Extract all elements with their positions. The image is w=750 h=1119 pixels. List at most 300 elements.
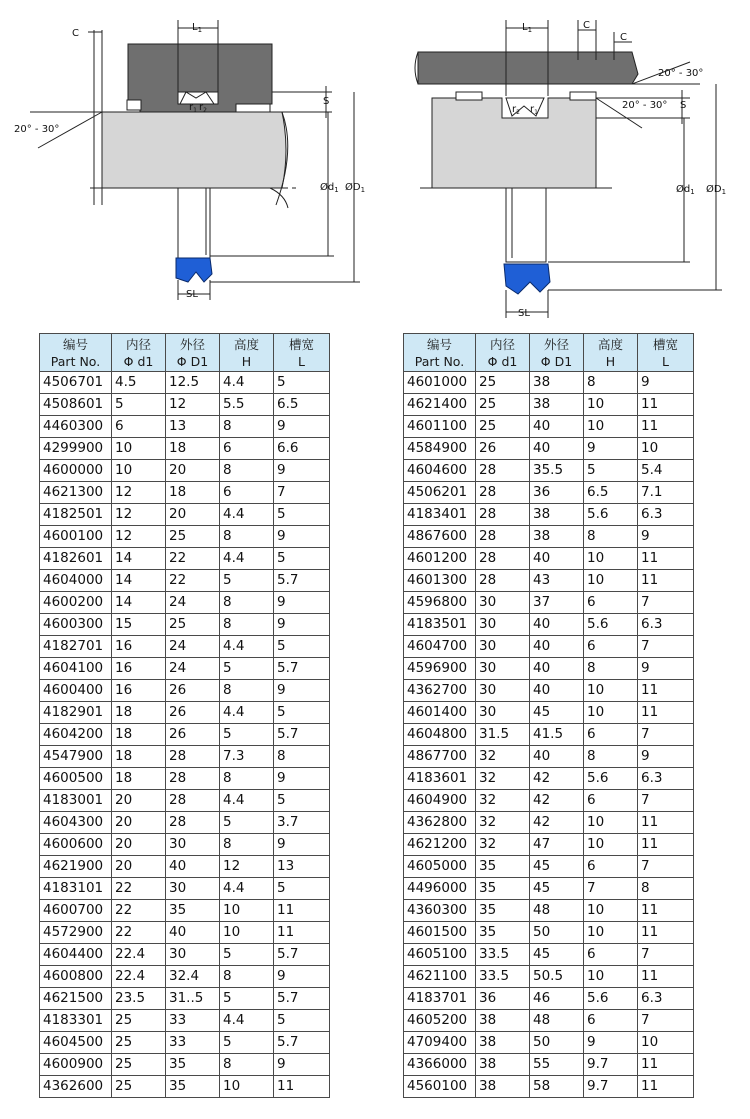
- cell-inner-diameter: 32: [476, 790, 530, 812]
- cell-inner-diameter: 35: [476, 878, 530, 900]
- header-part-no: 编号 Part No.: [40, 334, 112, 372]
- cell-outer-diameter: 47: [530, 834, 584, 856]
- cell-height: 6: [584, 790, 638, 812]
- cell-inner-diameter: 28: [476, 548, 530, 570]
- cell-height: 6: [584, 636, 638, 658]
- table-row: [40, 416, 330, 438]
- cell-height: 8: [220, 834, 274, 856]
- cell-height: 4.4: [220, 504, 274, 526]
- cell-groove-width: 6.3: [638, 768, 694, 790]
- cell-height: 8: [220, 592, 274, 614]
- cell-groove-width: 5.7: [274, 944, 330, 966]
- cell-part-no: 4600100: [40, 526, 112, 548]
- cell-inner-diameter: 30: [476, 680, 530, 702]
- cell-height: 8: [220, 680, 274, 702]
- left-seal-stem: [178, 188, 210, 260]
- cell-height: 4.4: [220, 548, 274, 570]
- cell-outer-diameter: 12: [166, 394, 220, 416]
- cell-inner-diameter: 16: [112, 658, 166, 680]
- cell-inner-diameter: 30: [476, 702, 530, 724]
- cell-inner-diameter: 18: [112, 746, 166, 768]
- cell-groove-width: 5: [274, 504, 330, 526]
- right-D1-label: $ØD_1$: [706, 184, 727, 196]
- cell-inner-diameter: 35: [476, 922, 530, 944]
- right-guide-block-2: [570, 92, 596, 100]
- cell-inner-diameter: 22: [112, 900, 166, 922]
- cell-groove-width: 5: [274, 702, 330, 724]
- cell-outer-diameter: 22: [166, 570, 220, 592]
- left-r2-label: $r_2$: [199, 102, 207, 114]
- table-row: [404, 790, 694, 812]
- cell-groove-width: 11: [638, 570, 694, 592]
- table-row: [40, 680, 330, 702]
- cell-outer-diameter: 26: [166, 702, 220, 724]
- cell-part-no: 4183501: [404, 614, 476, 636]
- cell-groove-width: 5.7: [274, 1032, 330, 1054]
- cell-part-no: 4183101: [40, 878, 112, 900]
- cell-inner-diameter: 22: [112, 922, 166, 944]
- cell-height: 5: [220, 1032, 274, 1054]
- cell-part-no: 4601500: [404, 922, 476, 944]
- cell-part-no: 4621200: [404, 834, 476, 856]
- cell-groove-width: 11: [638, 922, 694, 944]
- cell-inner-diameter: 25: [112, 1054, 166, 1076]
- cell-inner-diameter: 12: [112, 482, 166, 504]
- table-row: [404, 944, 694, 966]
- cell-part-no: 4596900: [404, 658, 476, 680]
- cell-part-no: 4572900: [40, 922, 112, 944]
- right-sl-label: SL: [518, 308, 530, 319]
- table-row: [40, 504, 330, 526]
- header-inner-diameter: 内径 Φ d1: [112, 334, 166, 372]
- cell-groove-width: 11: [638, 812, 694, 834]
- header-outer-diameter: 外径 Φ D1: [166, 334, 220, 372]
- cell-outer-diameter: 35: [166, 1076, 220, 1098]
- table-row: [404, 812, 694, 834]
- cell-part-no: 4867600: [404, 526, 476, 548]
- cell-outer-diameter: 40: [530, 746, 584, 768]
- cell-groove-width: 7: [638, 944, 694, 966]
- cell-outer-diameter: 38: [530, 394, 584, 416]
- table-row: [40, 592, 330, 614]
- cell-outer-diameter: 38: [530, 372, 584, 394]
- cell-part-no: 4584900: [404, 438, 476, 460]
- cell-groove-width: 11: [638, 900, 694, 922]
- cell-part-no: 4621100: [404, 966, 476, 988]
- cell-inner-diameter: 28: [476, 504, 530, 526]
- cell-part-no: 4604000: [40, 570, 112, 592]
- cell-outer-diameter: 40: [166, 922, 220, 944]
- cell-groove-width: 7: [638, 790, 694, 812]
- table-row: [40, 988, 330, 1010]
- cell-height: 5.6: [584, 614, 638, 636]
- cell-part-no: 4604200: [40, 724, 112, 746]
- cell-inner-diameter: 20: [112, 856, 166, 878]
- cell-outer-diameter: 42: [530, 790, 584, 812]
- table-row: [40, 724, 330, 746]
- cell-part-no: 4604900: [404, 790, 476, 812]
- right-d1-label: $Ød_1$: [676, 184, 695, 196]
- cell-outer-diameter: 40: [166, 856, 220, 878]
- cell-part-no: 4601400: [404, 702, 476, 724]
- table-row: [40, 812, 330, 834]
- cell-part-no: 4601300: [404, 570, 476, 592]
- cell-groove-width: 7: [638, 724, 694, 746]
- table-row: [404, 768, 694, 790]
- cell-groove-width: 9: [638, 372, 694, 394]
- cell-part-no: 4600900: [40, 1054, 112, 1076]
- seal-diagrams: [0, 0, 750, 325]
- table-row: [40, 636, 330, 658]
- right-blue-seal: [504, 264, 550, 294]
- cell-part-no: 4366000: [404, 1054, 476, 1076]
- cell-inner-diameter: 20: [112, 812, 166, 834]
- cell-outer-diameter: 13: [166, 416, 220, 438]
- cell-part-no: 4605200: [404, 1010, 476, 1032]
- cell-outer-diameter: 22: [166, 548, 220, 570]
- cell-outer-diameter: 35: [166, 1054, 220, 1076]
- cell-groove-width: 5: [274, 878, 330, 900]
- cell-groove-width: 3.7: [274, 812, 330, 834]
- cell-height: 6: [584, 1010, 638, 1032]
- cell-height: 8: [584, 658, 638, 680]
- cell-height: 4.4: [220, 702, 274, 724]
- cell-outer-diameter: 33: [166, 1032, 220, 1054]
- cell-height: 5.6: [584, 768, 638, 790]
- cell-part-no: 4600300: [40, 614, 112, 636]
- cell-height: 10: [584, 966, 638, 988]
- cell-part-no: 4600400: [40, 680, 112, 702]
- cell-groove-width: 7: [638, 592, 694, 614]
- cell-groove-width: 5: [274, 636, 330, 658]
- cell-inner-diameter: 28: [476, 482, 530, 504]
- table-row: [404, 900, 694, 922]
- right-s-label: S: [680, 100, 687, 111]
- cell-groove-width: 5: [274, 548, 330, 570]
- cell-height: 6: [584, 944, 638, 966]
- cell-inner-diameter: 38: [476, 1076, 530, 1098]
- cell-groove-width: 9: [638, 658, 694, 680]
- cell-height: 8: [584, 526, 638, 548]
- cell-inner-diameter: 18: [112, 702, 166, 724]
- cell-inner-diameter: 25: [112, 1076, 166, 1098]
- table-row: [404, 394, 694, 416]
- table-row: [404, 746, 694, 768]
- table-row: [404, 592, 694, 614]
- cell-groove-width: 11: [638, 548, 694, 570]
- cell-groove-width: 6.3: [638, 988, 694, 1010]
- left-break-line-2: [270, 188, 288, 208]
- cell-outer-diameter: 32.4: [166, 966, 220, 988]
- cell-part-no: 4506701: [40, 372, 112, 394]
- cell-part-no: 4621400: [404, 394, 476, 416]
- cell-inner-diameter: 4.5: [112, 372, 166, 394]
- cell-inner-diameter: 26: [476, 438, 530, 460]
- cell-height: 4.4: [220, 636, 274, 658]
- cell-inner-diameter: 23.5: [112, 988, 166, 1010]
- table-row: [404, 482, 694, 504]
- cell-inner-diameter: 15: [112, 614, 166, 636]
- cell-part-no: 4600200: [40, 592, 112, 614]
- cell-inner-diameter: 28: [476, 570, 530, 592]
- cell-outer-diameter: 30: [166, 834, 220, 856]
- cell-groove-width: 9: [274, 614, 330, 636]
- table-row: [404, 966, 694, 988]
- table-row: [404, 614, 694, 636]
- header-inner-diameter: 内径 Φ d1: [476, 334, 530, 372]
- cell-outer-diameter: 50.5: [530, 966, 584, 988]
- cell-part-no: 4604100: [40, 658, 112, 680]
- cell-part-no: 4547900: [40, 746, 112, 768]
- table-row: [40, 944, 330, 966]
- cell-inner-diameter: 6: [112, 416, 166, 438]
- cell-outer-diameter: 33: [166, 1010, 220, 1032]
- header-groove-width: 槽宽 L: [638, 334, 694, 372]
- cell-inner-diameter: 28: [476, 526, 530, 548]
- cell-part-no: 4621900: [40, 856, 112, 878]
- cell-groove-width: 9: [274, 592, 330, 614]
- table-row: [404, 834, 694, 856]
- left-c-label: C: [72, 28, 79, 39]
- cell-groove-width: 11: [638, 1076, 694, 1098]
- cell-groove-width: 9: [274, 834, 330, 856]
- table-row: [404, 878, 694, 900]
- table-row: [404, 1032, 694, 1054]
- cell-inner-diameter: 32: [476, 768, 530, 790]
- cell-groove-width: 11: [638, 394, 694, 416]
- cell-inner-diameter: 25: [476, 372, 530, 394]
- cell-groove-width: 9: [638, 526, 694, 548]
- cell-part-no: 4867700: [404, 746, 476, 768]
- cell-groove-width: 7: [638, 636, 694, 658]
- cell-groove-width: 9: [274, 460, 330, 482]
- header-height: 高度 H: [584, 334, 638, 372]
- cell-part-no: 4604500: [40, 1032, 112, 1054]
- table-row: [404, 570, 694, 592]
- table-row: [40, 768, 330, 790]
- cell-part-no: 4600000: [40, 460, 112, 482]
- table-row: [404, 658, 694, 680]
- right-c1-label: C: [583, 20, 590, 31]
- cell-inner-diameter: 25: [476, 416, 530, 438]
- cell-height: 8: [584, 372, 638, 394]
- cell-height: 6: [220, 482, 274, 504]
- cell-groove-width: 7: [638, 1010, 694, 1032]
- table-row: [404, 1054, 694, 1076]
- cell-outer-diameter: 42: [530, 768, 584, 790]
- cell-inner-diameter: 20: [112, 790, 166, 812]
- cell-part-no: 4604300: [40, 812, 112, 834]
- cell-groove-width: 11: [638, 834, 694, 856]
- cell-outer-diameter: 45: [530, 944, 584, 966]
- cell-groove-width: 5.7: [274, 658, 330, 680]
- left-seal-diagram: [14, 20, 365, 300]
- table-row: [40, 570, 330, 592]
- table-row: [40, 482, 330, 504]
- table-header-row: [40, 334, 330, 372]
- cell-outer-diameter: 28: [166, 812, 220, 834]
- cell-inner-diameter: 12: [112, 504, 166, 526]
- cell-height: 5: [220, 944, 274, 966]
- cell-groove-width: 8: [274, 746, 330, 768]
- seal-diagram-svg: [0, 0, 750, 325]
- cell-inner-diameter: 33.5: [476, 966, 530, 988]
- table-row: [40, 1076, 330, 1098]
- table-row: [40, 746, 330, 768]
- table-row: [404, 724, 694, 746]
- cell-outer-diameter: 28: [166, 790, 220, 812]
- cell-part-no: 4506201: [404, 482, 476, 504]
- cell-part-no: 4605100: [404, 944, 476, 966]
- cell-outer-diameter: 18: [166, 438, 220, 460]
- right-l1-label: $L_1$: [522, 22, 533, 34]
- cell-inner-diameter: 22.4: [112, 966, 166, 988]
- cell-height: 8: [220, 416, 274, 438]
- cell-inner-diameter: 32: [476, 746, 530, 768]
- left-rod: [102, 112, 286, 188]
- cell-height: 8: [220, 966, 274, 988]
- cell-height: 12: [220, 856, 274, 878]
- cell-inner-diameter: 14: [112, 592, 166, 614]
- header-outer-diameter: 外径 Φ D1: [530, 334, 584, 372]
- cell-outer-diameter: 48: [530, 1010, 584, 1032]
- table-row: [404, 372, 694, 394]
- cell-outer-diameter: 46: [530, 988, 584, 1010]
- cell-part-no: 4183001: [40, 790, 112, 812]
- cell-part-no: 4183701: [404, 988, 476, 1010]
- cell-outer-diameter: 25: [166, 526, 220, 548]
- cell-height: 10: [584, 548, 638, 570]
- cell-part-no: 4182701: [40, 636, 112, 658]
- cell-groove-width: 5.4: [638, 460, 694, 482]
- cell-outer-diameter: 24: [166, 592, 220, 614]
- right-guide-block-1: [456, 92, 482, 100]
- table-row: [40, 526, 330, 548]
- table-row: [404, 636, 694, 658]
- table-row: [40, 460, 330, 482]
- cell-height: 10: [584, 570, 638, 592]
- header-groove-width: 槽宽 L: [274, 334, 330, 372]
- cell-inner-diameter: 30: [476, 592, 530, 614]
- table-row: [40, 900, 330, 922]
- cell-groove-width: 11: [638, 680, 694, 702]
- cell-groove-width: 11: [274, 1076, 330, 1098]
- cell-outer-diameter: 26: [166, 724, 220, 746]
- right-housing: [418, 52, 638, 84]
- cell-height: 10: [584, 702, 638, 724]
- table-row: [40, 834, 330, 856]
- cell-groove-width: 10: [638, 1032, 694, 1054]
- cell-inner-diameter: 25: [476, 394, 530, 416]
- cell-outer-diameter: 30: [166, 878, 220, 900]
- cell-part-no: 4604400: [40, 944, 112, 966]
- table-row: [40, 922, 330, 944]
- cell-part-no: 4560100: [404, 1076, 476, 1098]
- cell-part-no: 4183301: [40, 1010, 112, 1032]
- cell-inner-diameter: 14: [112, 570, 166, 592]
- cell-part-no: 4362700: [404, 680, 476, 702]
- cell-height: 5: [220, 658, 274, 680]
- parts-table-left: [39, 333, 330, 1098]
- cell-outer-diameter: 40: [530, 416, 584, 438]
- cell-inner-diameter: 16: [112, 680, 166, 702]
- cell-part-no: 4183401: [404, 504, 476, 526]
- cell-groove-width: 11: [638, 416, 694, 438]
- cell-height: 10: [584, 680, 638, 702]
- cell-inner-diameter: 22.4: [112, 944, 166, 966]
- cell-groove-width: 7: [274, 482, 330, 504]
- cell-outer-diameter: 25: [166, 614, 220, 636]
- cell-outer-diameter: 20: [166, 504, 220, 526]
- table-row: [404, 438, 694, 460]
- table-row: [40, 878, 330, 900]
- table-row: [40, 372, 330, 394]
- cell-height: 8: [220, 768, 274, 790]
- left-guide-block: [127, 100, 141, 110]
- cell-height: 10: [220, 900, 274, 922]
- cell-outer-diameter: 40: [530, 658, 584, 680]
- cell-inner-diameter: 33.5: [476, 944, 530, 966]
- table-row: [404, 504, 694, 526]
- cell-part-no: 4596800: [404, 592, 476, 614]
- cell-height: 4.4: [220, 878, 274, 900]
- table-row: [40, 966, 330, 988]
- cell-inner-diameter: 20: [112, 834, 166, 856]
- table-row: [404, 922, 694, 944]
- cell-height: 6: [220, 438, 274, 460]
- cell-part-no: 4604800: [404, 724, 476, 746]
- table-row: [40, 702, 330, 724]
- header-part-no: 编号 Part No.: [404, 334, 476, 372]
- table-row: [404, 1076, 694, 1098]
- cell-outer-diameter: 48: [530, 900, 584, 922]
- cell-groove-width: 9: [274, 768, 330, 790]
- cell-outer-diameter: 40: [530, 680, 584, 702]
- right-r1-label: $r_1$: [530, 104, 538, 116]
- cell-inner-diameter: 38: [476, 1010, 530, 1032]
- cell-height: 5.6: [584, 988, 638, 1010]
- left-D1-label: $ØD_1$: [345, 182, 366, 194]
- cell-part-no: 4362600: [40, 1076, 112, 1098]
- cell-groove-width: 5: [274, 372, 330, 394]
- cell-part-no: 4600600: [40, 834, 112, 856]
- table-row: [40, 790, 330, 812]
- table-header-row: [404, 334, 694, 372]
- cell-inner-diameter: 25: [112, 1010, 166, 1032]
- cell-outer-diameter: 26: [166, 680, 220, 702]
- cell-height: 5: [220, 724, 274, 746]
- table-row: [40, 1054, 330, 1076]
- cell-part-no: 4709400: [404, 1032, 476, 1054]
- cell-inner-diameter: 35: [476, 900, 530, 922]
- cell-inner-diameter: 14: [112, 548, 166, 570]
- cell-outer-diameter: 38: [530, 526, 584, 548]
- cell-part-no: 4605000: [404, 856, 476, 878]
- cell-inner-diameter: 12: [112, 526, 166, 548]
- cell-height: 9.7: [584, 1076, 638, 1098]
- table-row: [40, 856, 330, 878]
- table-row: [404, 856, 694, 878]
- left-chamfer-block: [236, 104, 270, 112]
- cell-part-no: 4460300: [40, 416, 112, 438]
- cell-height: 8: [220, 614, 274, 636]
- cell-outer-diameter: 35: [166, 900, 220, 922]
- cell-outer-diameter: 43: [530, 570, 584, 592]
- cell-inner-diameter: 16: [112, 636, 166, 658]
- cell-height: 10: [584, 812, 638, 834]
- table-row: [40, 1032, 330, 1054]
- cell-height: 10: [584, 834, 638, 856]
